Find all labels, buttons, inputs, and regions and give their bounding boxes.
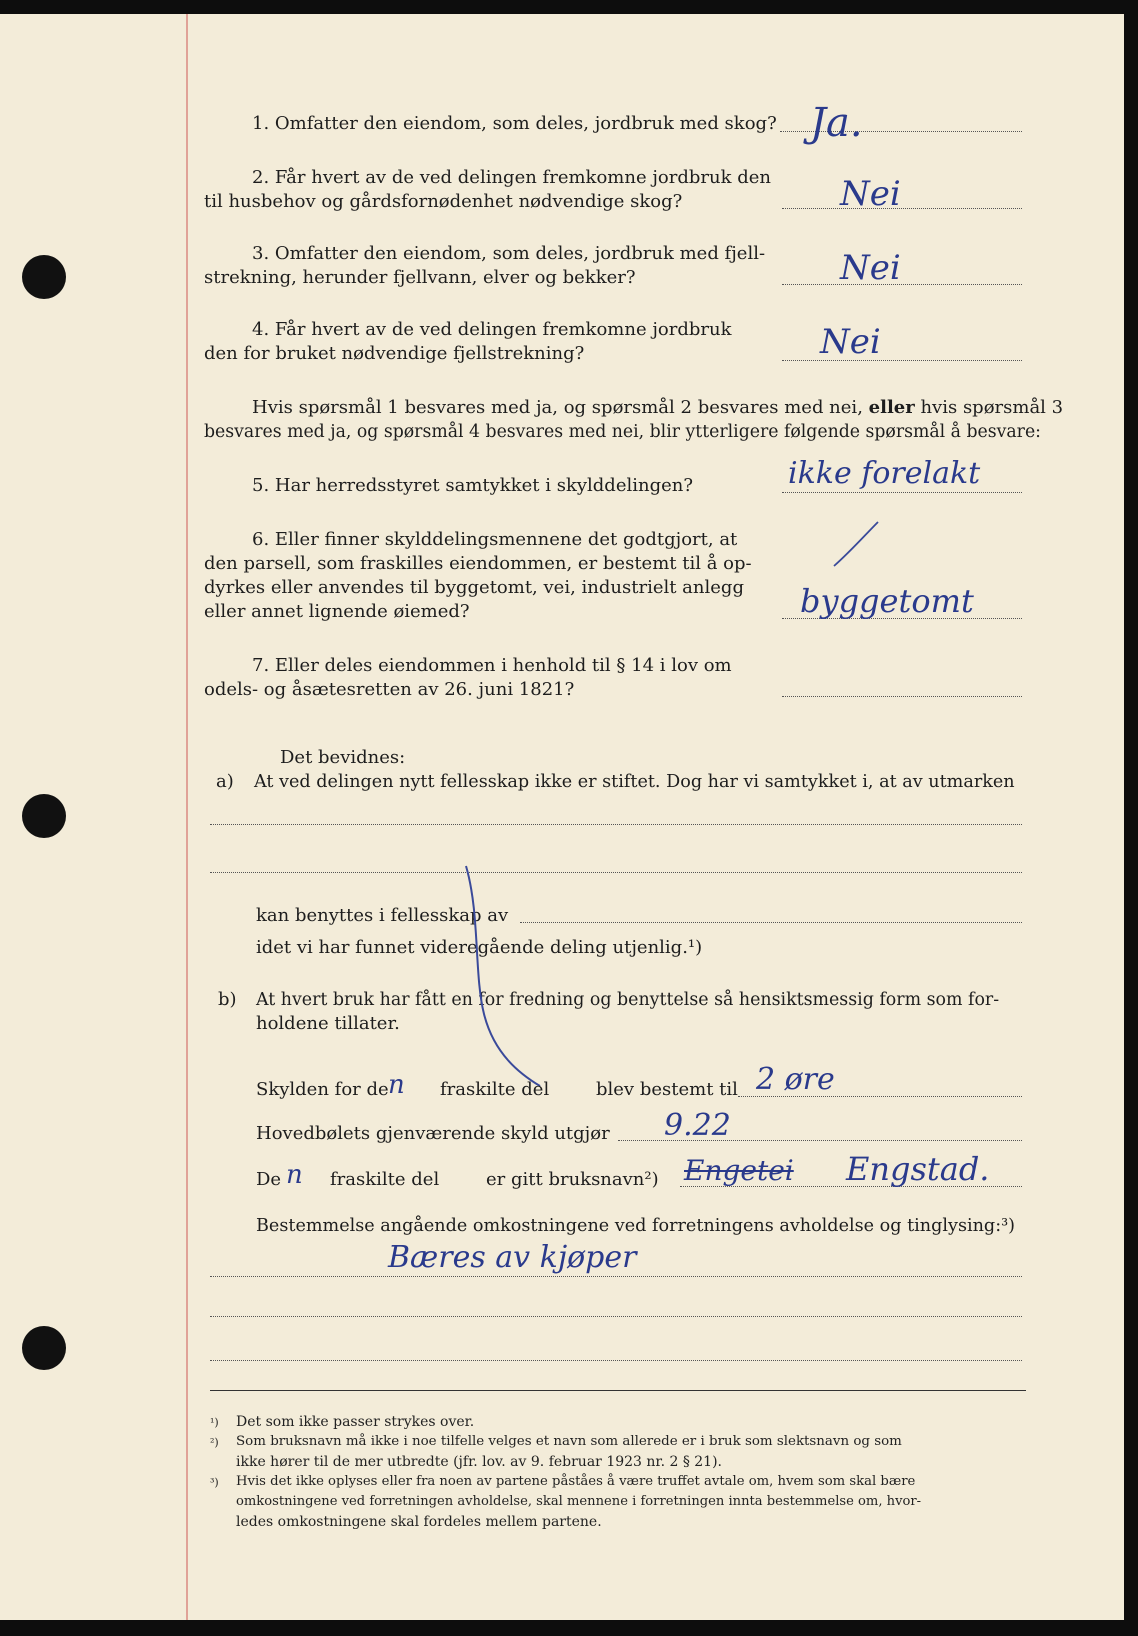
footnote-3-line-3: ledes omkostningene skal fordeles mellem partene. [236, 1514, 602, 1530]
ink-stroke [0, 14, 1124, 1620]
skyld-label-c: blev bestemt til [596, 1079, 738, 1100]
footnote-2-mark: ²) [210, 1436, 219, 1449]
fill-line [210, 1276, 1022, 1277]
form-page [0, 14, 1124, 1620]
question-6-line-3: dyrkes eller anvendes til byggetomt, vei, industrielt anlegg [204, 577, 744, 598]
question-1: 1. Omfatter den eiendom, som deles, jordbruk med skog? [252, 113, 777, 134]
navn-label-b: fraskilte del [330, 1169, 440, 1190]
footnote-1-mark: ¹) [210, 1416, 219, 1429]
question-2-line-2: til husbehov og gårdsfornødenhet nødvendige skog? [204, 191, 683, 212]
certify-b-line-2: holdene tillater. [256, 1013, 400, 1034]
question-6-line-2: den parsell, som fraskilles eiendommen, er bestemt til å op- [204, 553, 752, 574]
navn-label-a: De [256, 1169, 282, 1190]
answer-3: Nei [840, 248, 901, 288]
question-3-line-2: strekning, herunder fjellvann, elver og bekker? [204, 267, 636, 288]
label-b: b) [218, 989, 237, 1010]
footnote-2-line-1: Som bruksnavn må ikke i noe tilfelle velges et navn som allerede er i bruk som slektsnavn og som [236, 1434, 902, 1449]
question-2-line-1: 2. Får hvert av de ved delingen fremkomne jordbruk den [252, 167, 771, 188]
footnote-3-mark: ³) [210, 1476, 219, 1489]
reason-text: idet vi har funnet videregående deling utjenlig.¹) [256, 937, 703, 958]
footnote-1: Det som ikke passer strykes over. [236, 1414, 475, 1430]
answer-6: byggetomt [800, 582, 974, 620]
certify-a-text: At ved delingen nytt fellesskap ikke er stiftet. Dog har vi samtykket i, at av utmarken [254, 772, 1015, 792]
answer-5: ikke forelakt [788, 456, 981, 491]
hoved-value: 9.22 [664, 1108, 731, 1143]
question-7-line-2: odels- og åsætesretten av 26. juni 1821? [204, 679, 575, 700]
question-6-line-1: 6. Eller finner skylddelingsmennene det godtgjort, at [252, 529, 738, 550]
fill-line [210, 1360, 1022, 1361]
certify-heading: Det bevidnes: [280, 747, 406, 768]
footnote-rule [210, 1390, 1026, 1391]
hoved-label: Hovedbølets gjenværende skyld utgjør [256, 1123, 610, 1144]
footnote-3-line-1: Hvis det ikke oplyses eller fra noen av partene påståes å være truffet avtale om, hvem som skal bære [236, 1474, 916, 1489]
skyld-value: 2 øre [756, 1062, 835, 1097]
condition-line-2: besvares med ja, og spørsmål 4 besvares med nei, blir ytterligere følgende spørsmål å besvare: [204, 422, 1041, 442]
footnote-2-line-2: ikke hører til de mer utbredte (jfr. lov. av 9. februar 1923 nr. 2 § 21). [236, 1454, 723, 1470]
navn-value: Engstad. [846, 1150, 990, 1188]
question-5: 5. Har herredsstyret samtykket i skylddelingen? [252, 475, 693, 496]
navn-hw-n: n [286, 1160, 303, 1190]
footnote-3-line-2: omkostningene ved forretningen avholdelse, skal mennene i forretningen innta bestemmelse om, hvor- [236, 1494, 922, 1509]
navn-struck: Engetei [684, 1154, 794, 1187]
question-6-line-4: eller annet lignende øiemed? [204, 601, 470, 622]
navn-label-c: er gitt bruksnavn²) [486, 1169, 659, 1190]
best-label: Bestemmelse angående omkostningene ved forretningens avholdelse og tinglysing:³) [256, 1216, 1016, 1236]
answer-2: Nei [840, 174, 901, 214]
skyld-hw-n: n [388, 1070, 405, 1100]
answer-4: Nei [820, 322, 881, 362]
question-7-line-1: 7. Eller deles eiendommen i henhold til § 14 i lov om [252, 655, 732, 676]
best-value: Bæres av kjøper [388, 1240, 637, 1275]
common-use-text: kan benyttes i fellesskap av [256, 905, 509, 926]
condition-line-1: Hvis spørsmål 1 besvares med ja, og spørsmål 2 besvares med nei, eller hvis spørsmål 3 [252, 397, 1064, 418]
question-4-line-2: den for bruket nødvendige fjellstrekning? [204, 343, 585, 364]
skyld-label-b: fraskilte del [440, 1079, 550, 1100]
question-4-line-1: 4. Får hvert av de ved delingen fremkomne jordbruk [252, 319, 732, 340]
answer-1: Ja. [810, 100, 863, 146]
skyld-label-a: Skylden for de [256, 1079, 389, 1100]
label-a: a) [216, 771, 234, 792]
certify-b-line-1: At hvert bruk har fått en for fredning og benyttelse så hensiktsmessig form som for- [256, 990, 1000, 1010]
fill-line [210, 1316, 1022, 1317]
question-3-line-1: 3. Omfatter den eiendom, som deles, jordbruk med fjell- [252, 243, 766, 264]
